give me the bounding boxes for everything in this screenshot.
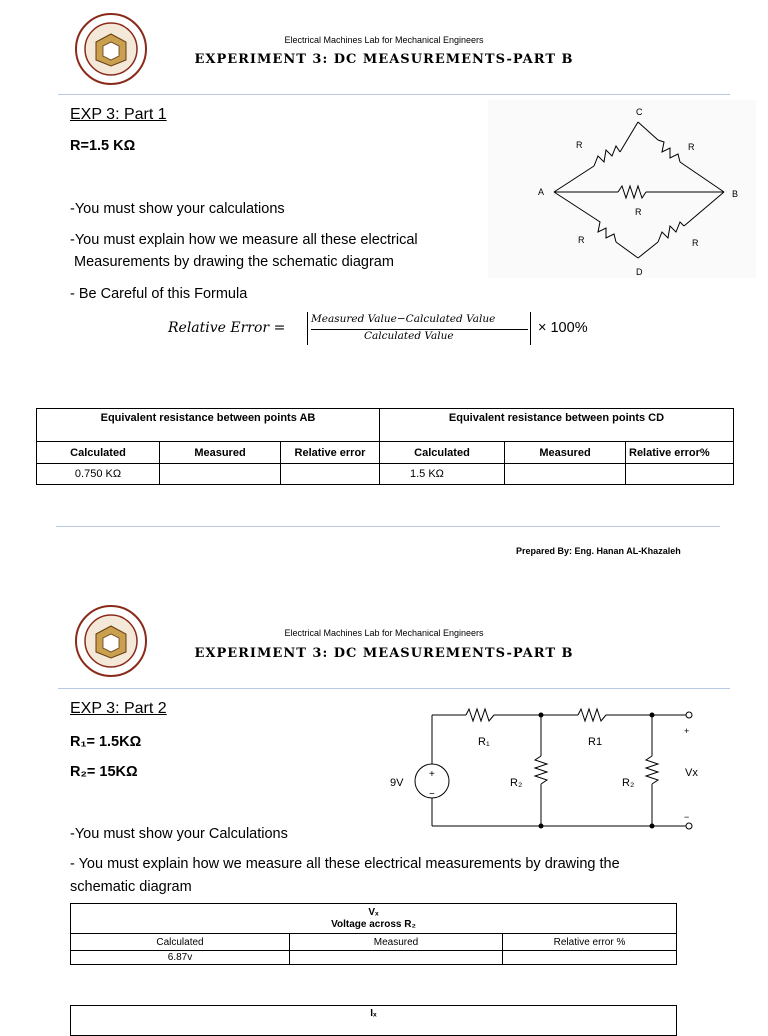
table-cell-measured-cd bbox=[505, 464, 626, 485]
header-divider bbox=[58, 94, 730, 95]
table-cell-calculated-cd: 1.5 KΩ bbox=[380, 464, 505, 485]
vx-cell-relative-error bbox=[503, 951, 677, 965]
bridge-label-b: B bbox=[732, 189, 739, 199]
table-header-relative-error: Relative error% bbox=[626, 442, 734, 464]
part1-heading: EXP 3: Part 1 bbox=[70, 106, 167, 123]
university-logo bbox=[74, 604, 148, 678]
voltage-divider-circuit-diagram bbox=[384, 700, 714, 836]
part1-note-formula: - Be Careful of this Formula bbox=[70, 286, 248, 302]
bridge-resistor-label: R bbox=[635, 207, 642, 217]
lab-title: Electrical Machines Lab for Mechanical Engineers bbox=[284, 628, 484, 638]
part1-results-table bbox=[36, 408, 734, 485]
vx-header-measured: Measured bbox=[290, 934, 503, 951]
table-row bbox=[71, 951, 677, 965]
vx-table-title: Vₓ bbox=[368, 906, 379, 918]
bridge-resistor-label: R bbox=[688, 142, 695, 152]
table-header-calculated: Calculated bbox=[37, 442, 160, 464]
vx-table-header bbox=[71, 904, 677, 934]
output-minus-label: − bbox=[684, 812, 690, 822]
table-cell-error-cd bbox=[626, 464, 734, 485]
part2-note-explain: - You must explain how we measure all these electrical measurements by drawing the bbox=[70, 856, 620, 872]
part2-r1-value: R₁= 1.5KΩ bbox=[70, 734, 142, 750]
bridge-label-d: D bbox=[636, 267, 643, 277]
part2-r2-value: R₂= 15KΩ bbox=[70, 764, 138, 780]
experiment-title: EXPERIMENT 3: DC MEASUREMENTS-PART B bbox=[194, 52, 574, 67]
table-header-relative-error: Relative error bbox=[281, 442, 380, 464]
vx-table-subtitle: Voltage across R₂ bbox=[331, 918, 416, 930]
vx-cell-measured bbox=[290, 951, 503, 965]
formula-numerator: Measured Value−Calculated Value bbox=[311, 313, 496, 325]
output-plus-label: + bbox=[684, 726, 690, 736]
source-voltage-label: 9V bbox=[390, 777, 404, 789]
ix-results-table bbox=[70, 1005, 677, 1036]
table-header-measured: Measured bbox=[505, 442, 626, 464]
bridge-label-c: C bbox=[636, 107, 643, 117]
bridge-circuit-diagram bbox=[488, 100, 756, 278]
footer-divider bbox=[56, 526, 720, 527]
resistor-r2-label: R₂ bbox=[622, 777, 635, 789]
vx-results-table bbox=[70, 903, 677, 965]
part1-note-explain: -You must explain how we measure all these electrical bbox=[70, 232, 418, 248]
vx-header-calculated: Calculated bbox=[71, 934, 290, 951]
part1-note-explain-cont: Measurements by drawing the schematic diagram bbox=[74, 254, 394, 270]
bridge-resistor-label: R bbox=[578, 235, 585, 245]
formula-bar-left bbox=[307, 312, 308, 345]
vx-cell-calculated: 6.87v bbox=[71, 951, 290, 965]
bridge-label-a: A bbox=[538, 187, 545, 197]
table-header-measured: Measured bbox=[160, 442, 281, 464]
bridge-resistor-label: R bbox=[692, 238, 699, 248]
formula-lhs: Relative Error = bbox=[168, 320, 286, 336]
table-header-calculated: Calculated bbox=[380, 442, 505, 464]
formula-denominator: Calculated Value bbox=[364, 330, 454, 342]
ix-table-title: Iₓ bbox=[71, 1006, 677, 1036]
table-cell-measured-ab bbox=[160, 464, 281, 485]
part2-heading: EXP 3: Part 2 bbox=[70, 700, 167, 717]
resistor-r1-label: R1 bbox=[588, 736, 603, 748]
university-logo bbox=[74, 12, 148, 86]
formula-rhs: × 100% bbox=[538, 320, 588, 336]
header-divider bbox=[58, 688, 730, 689]
table-cell-calculated-ab: 0.750 KΩ bbox=[37, 464, 160, 485]
vx-label: Vx bbox=[685, 767, 698, 779]
table-cell-error-ab bbox=[281, 464, 380, 485]
experiment-title: EXPERIMENT 3: DC MEASUREMENTS-PART B bbox=[194, 646, 574, 661]
source-minus-label: − bbox=[429, 789, 435, 800]
formula-bar-right bbox=[530, 312, 531, 345]
part2-note-explain-cont: schematic diagram bbox=[70, 879, 192, 895]
bridge-resistor-label: R bbox=[576, 140, 583, 150]
table-group-header-ab: Equivalent resistance between points AB bbox=[37, 409, 380, 442]
source-plus-label: + bbox=[429, 769, 435, 780]
relative-error-formula bbox=[168, 312, 608, 348]
part1-note-calculations: -You must show your calculations bbox=[70, 201, 285, 217]
vx-header-relative-error: Relative error % bbox=[503, 934, 677, 951]
lab-title: Electrical Machines Lab for Mechanical Engineers bbox=[284, 35, 484, 45]
prepared-by: Prepared By: Eng. Hanan AL-Khazaleh bbox=[516, 546, 681, 556]
part2-note-calculations: -You must show your Calculations bbox=[70, 826, 288, 842]
table-row bbox=[37, 464, 734, 485]
resistor-r2-label: R₂ bbox=[510, 777, 523, 789]
resistor-r1-label: R₁ bbox=[478, 736, 490, 748]
part1-resistance: R=1.5 KΩ bbox=[70, 138, 136, 154]
table-group-header-cd: Equivalent resistance between points CD bbox=[380, 409, 734, 442]
